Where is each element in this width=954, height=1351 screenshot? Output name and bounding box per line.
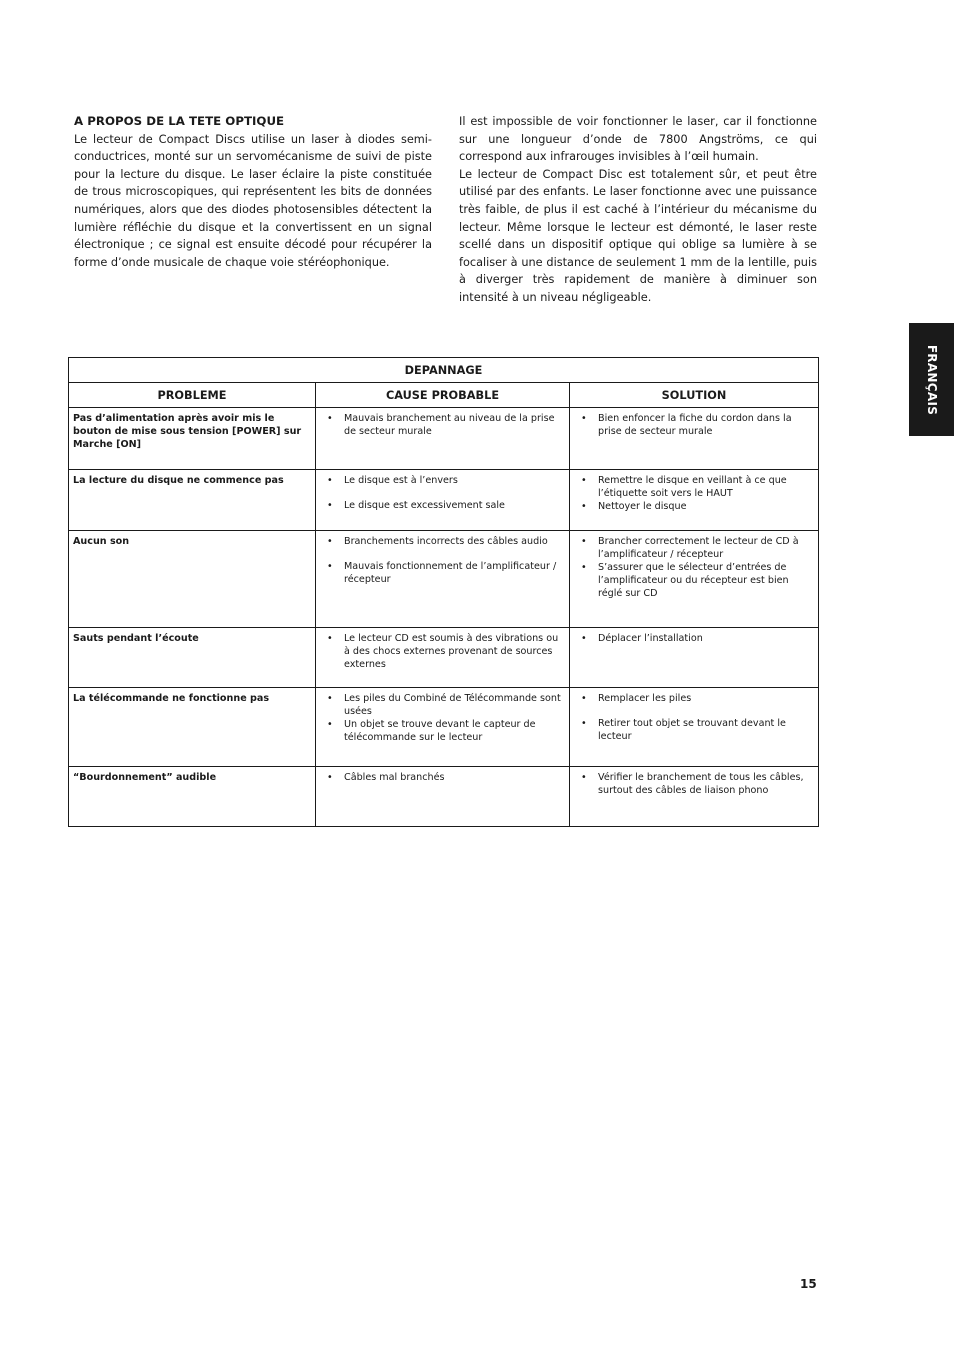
solution-item: • Nettoyer le disque — [580, 500, 812, 513]
solution-item: • S’assurer que le sélecteur d’entrées de l’amplificateur ou du récepteur est bien réglé sur CD — [580, 561, 812, 600]
cause-item: • Mauvais branchement au niveau de la prise de secteur murale — [326, 412, 563, 438]
table-title: DEPANNAGE — [69, 358, 819, 383]
table-row — [69, 628, 819, 688]
intro-left-column — [74, 113, 432, 271]
problem-cell: “Bourdonnement” audible — [69, 767, 316, 827]
language-tab — [909, 323, 954, 436]
cause-cell — [316, 628, 570, 688]
intro-paragraph-right-1: Il est impossible de voir fonctionner le laser, car il fonctionne sur une longueur d’onde de 7800 Angströms, ce qui correspond aux infrarouges invisibles à l’œil humain. — [459, 115, 817, 164]
problem-cell: La lecture du disque ne commence pas — [69, 470, 316, 531]
solution-item: • Retirer tout objet se trouvant devant le lecteur — [580, 717, 812, 743]
cause-item: • Les piles du Combiné de Télécommande sont usées — [326, 692, 563, 718]
intro-right-column — [459, 113, 817, 307]
intro-paragraph-right-2: Le lecteur de Compact Disc est totalement sûr, et peut être utilisé par des enfants. Le laser fonctionne avec une puissance très faible, de plus il est caché à l’intérieur du mécanisme du lecteur. Même lorsque le lecteur est démonté, le laser reste scellé dans un dispositif optique qui oblige sa lumière à se focaliser à une distance de seulement 1 mm de la lentille, puis à diverger très rapidement de manière à diminuer son intensité à un niveau négligeable. — [459, 167, 817, 304]
cause-item: • Le disque est à l’envers — [326, 474, 563, 487]
problem-cell: La télécommande ne fonctionne pas — [69, 688, 316, 767]
table-row — [69, 767, 819, 827]
table-row — [69, 688, 819, 767]
solution-item: • Remplacer les piles — [580, 692, 812, 705]
cause-cell — [316, 688, 570, 767]
cause-cell — [316, 470, 570, 531]
cause-item: • Mauvais fonctionnement de l’amplificateur / récepteur — [326, 560, 563, 586]
solution-cell — [570, 470, 819, 531]
cause-item: • Branchements incorrects des câbles audio — [326, 535, 563, 548]
page-number: 15 — [800, 1277, 817, 1291]
table-row — [69, 470, 819, 531]
cause-cell — [316, 767, 570, 827]
language-tab-label: FRANÇAIS — [924, 344, 939, 415]
cause-item: • Le disque est excessivement sale — [326, 499, 563, 512]
table-row — [69, 408, 819, 470]
column-header-cause: CAUSE PROBABLE — [316, 383, 570, 408]
solution-item: • Remettre le disque en veillant à ce que l’étiquette soit vers le HAUT — [580, 474, 812, 500]
section-heading: A PROPOS DE LA TETE OPTIQUE — [74, 114, 285, 128]
cause-item: • Un objet se trouve devant le capteur de télécommande sur le lecteur — [326, 718, 563, 744]
cause-item: • Câbles mal branchés — [326, 771, 563, 784]
solution-cell — [570, 767, 819, 827]
cause-cell — [316, 531, 570, 628]
solution-item: • Déplacer l’installation — [580, 632, 812, 645]
cause-item: • Le lecteur CD est soumis à des vibrations ou à des chocs externes provenant de sources externes — [326, 632, 563, 671]
table-row — [69, 531, 819, 628]
solution-cell — [570, 688, 819, 767]
column-header-solution: SOLUTION — [570, 383, 819, 408]
solution-item: • Bien enfoncer la fiche du cordon dans la prise de secteur murale — [580, 412, 812, 438]
solution-item: • Brancher correctement le lecteur de CD à l’amplificateur / récepteur — [580, 535, 812, 561]
problem-cell: Sauts pendant l’écoute — [69, 628, 316, 688]
troubleshooting-table — [68, 357, 819, 827]
solution-item: • Vérifier le branchement de tous les câbles, surtout des câbles de liaison phono — [580, 771, 812, 797]
intro-paragraph-left: Le lecteur de Compact Discs utilise un laser à diodes semi-conductrices, monté sur un servomécanisme de suivi de piste pour la lecture du disque. Le laser éclaire la piste constituée de trous microscopiques, qui représentent les bits de données numériques, alors que des diodes photosensibles détectent la lumière réfléchie du disque et la convertissent en un signal électronique ; ce signal est ensuite décodé pour récupérer la forme d’onde musicale de chaque voie stéréophonique. — [74, 132, 432, 269]
problem-cell: Pas d’alimentation après avoir mis le bouton de mise sous tension [POWER] sur Marche [ON] — [69, 408, 316, 470]
solution-cell — [570, 531, 819, 628]
cause-cell — [316, 408, 570, 470]
solution-cell — [570, 628, 819, 688]
column-header-problem: PROBLEME — [69, 383, 316, 408]
solution-cell — [570, 408, 819, 470]
problem-cell: Aucun son — [69, 531, 316, 628]
